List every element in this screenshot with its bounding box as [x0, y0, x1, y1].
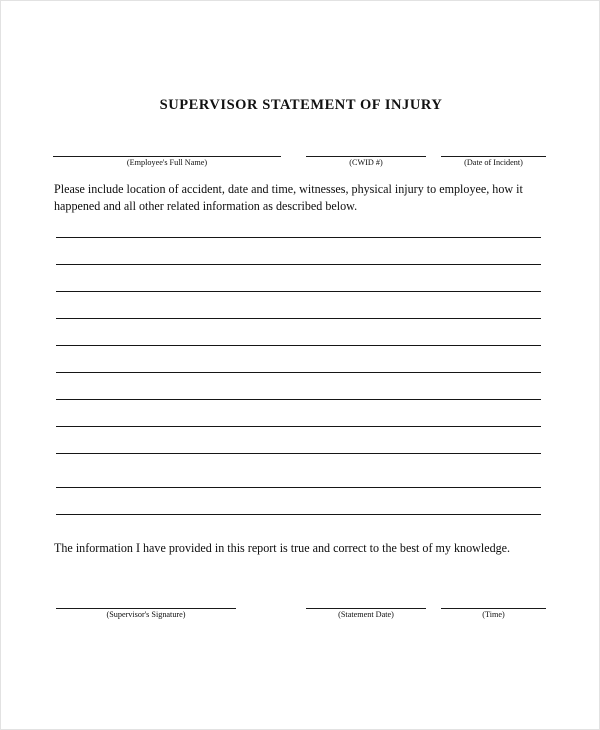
attestation-text: The information I have provided in this report is true and correct to the best of my knowledge.: [54, 541, 511, 555]
writing-line[interactable]: [56, 291, 541, 292]
writing-line[interactable]: [56, 237, 541, 238]
writing-line[interactable]: [56, 453, 541, 454]
employee-name-rule[interactable]: [53, 156, 281, 157]
writing-line[interactable]: [56, 426, 541, 427]
time-caption: (Time): [482, 610, 505, 619]
writing-line[interactable]: [56, 345, 541, 346]
writing-line[interactable]: [56, 372, 541, 373]
instructions-text: Please include location of accident, date and time, witnesses, physical injury to employee, how it happened and all other related information as described below.: [54, 182, 523, 213]
supervisor-signature-rule[interactable]: [56, 608, 236, 609]
writing-line[interactable]: [56, 264, 541, 265]
date-of-incident-caption: (Date of Incident): [464, 158, 523, 167]
employee-name-caption: (Employee's Full Name): [126, 158, 208, 167]
date-of-incident-rule[interactable]: [441, 156, 546, 157]
writing-line[interactable]: [56, 487, 541, 488]
writing-line[interactable]: [56, 514, 541, 515]
supervisor-signature-caption: (Supervisor's Signature): [106, 610, 186, 619]
cwid-caption: (CWID #): [349, 158, 383, 167]
writing-line[interactable]: [56, 318, 541, 319]
statement-date-caption: (Statement Date): [338, 610, 394, 619]
cwid-rule[interactable]: [306, 156, 426, 157]
statement-date-rule[interactable]: [306, 608, 426, 609]
page-title: SUPERVISOR STATEMENT OF INJURY: [159, 97, 443, 113]
time-rule[interactable]: [441, 608, 546, 609]
writing-line[interactable]: [56, 399, 541, 400]
